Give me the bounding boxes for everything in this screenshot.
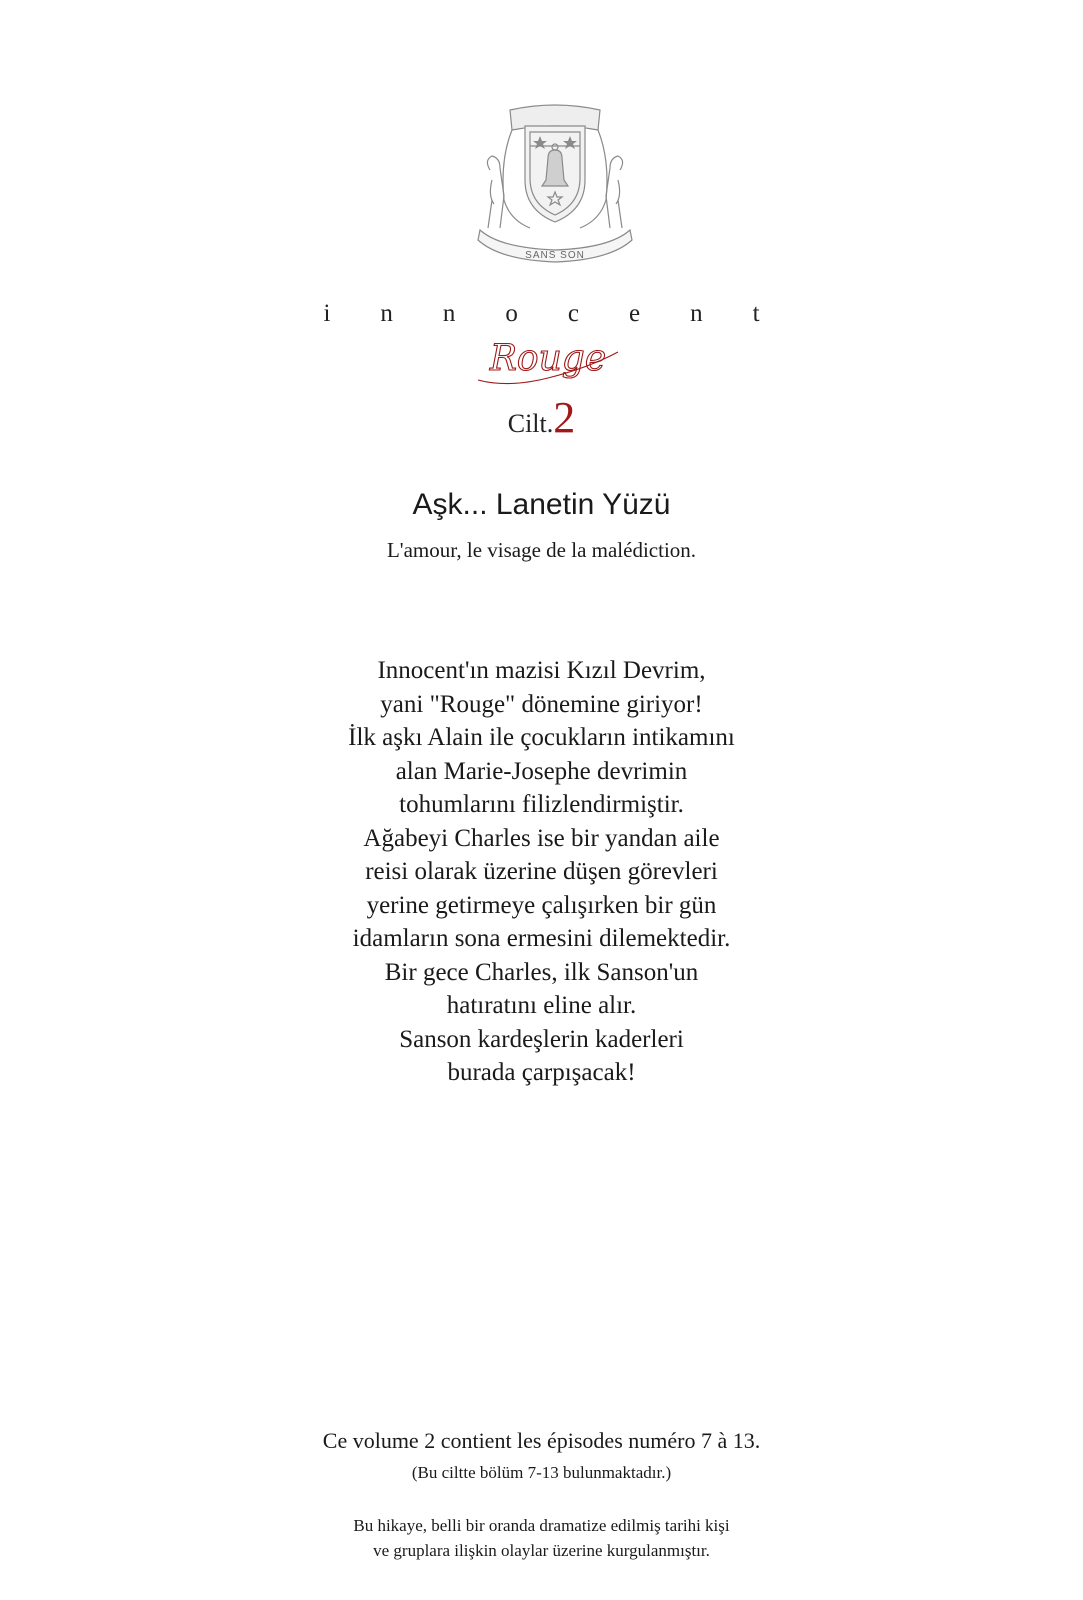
crest-motto: SANS SON [525,250,585,261]
synopsis-line: Sanson kardeşlerin kaderleri [399,1025,684,1053]
synopsis-line: idamların sona ermesini dilemektedir. [352,925,731,952]
volume-number: 2 [553,393,576,442]
rouge-script-logo [468,332,628,390]
disclaimer-line: ve gruplara ilişkin olaylar üzerine kurgulanmıştır. [373,1541,710,1560]
disclaimer-line: Bu hikaye, belli bir oranda dramatize edilmiş tarihi kişi [353,1516,730,1535]
synopsis-line: yerine getirmeye çalışırken bir gün [366,891,717,919]
disclaimer [0,1513,1083,1563]
volume-contents-turkish: (Bu ciltte bölüm 7-13 bulunmaktadır.) [411,1463,672,1482]
volume-contents-french: Ce volume 2 contient les épisodes numéro 7 à 13. [322,1428,761,1453]
synopsis-line: Innocent'ın mazisi Kızıl Devrim, [377,657,706,684]
synopsis-line: burada çarpışacak! [447,1059,636,1086]
book-title: Aşk... Lanetin Yüzü [412,488,671,521]
synopsis-line: yani "Rouge" dönemine giriyor! [380,690,703,718]
synopsis-line: alan Marie-Josephe devrimin [395,757,688,785]
synopsis-line: tohumlarını filizlendirmiştir. [399,791,684,818]
series-title: innocent [323,300,810,327]
rouge-logo-text: Rouge [489,338,607,379]
synopsis-line: İlk aşkı Alain ile çocukların intikamını [348,724,735,751]
volume-label: Cilt. [507,409,554,438]
synopsis-line: hatıratını eline alır. [446,992,637,1019]
book-subtitle: L'amour, le visage de la malédiction. [386,538,697,562]
synopsis-line: Bir gece Charles, ilk Sanson'un [384,958,699,986]
coat-of-arms-emblem [470,100,640,270]
volume-indicator [0,392,1083,443]
synopsis-text [0,654,1083,1090]
synopsis-line: reisi olarak üzerine düşen görevleri [365,858,718,885]
synopsis-line: Ağabeyi Charles ise bir yandan aile [363,824,720,852]
